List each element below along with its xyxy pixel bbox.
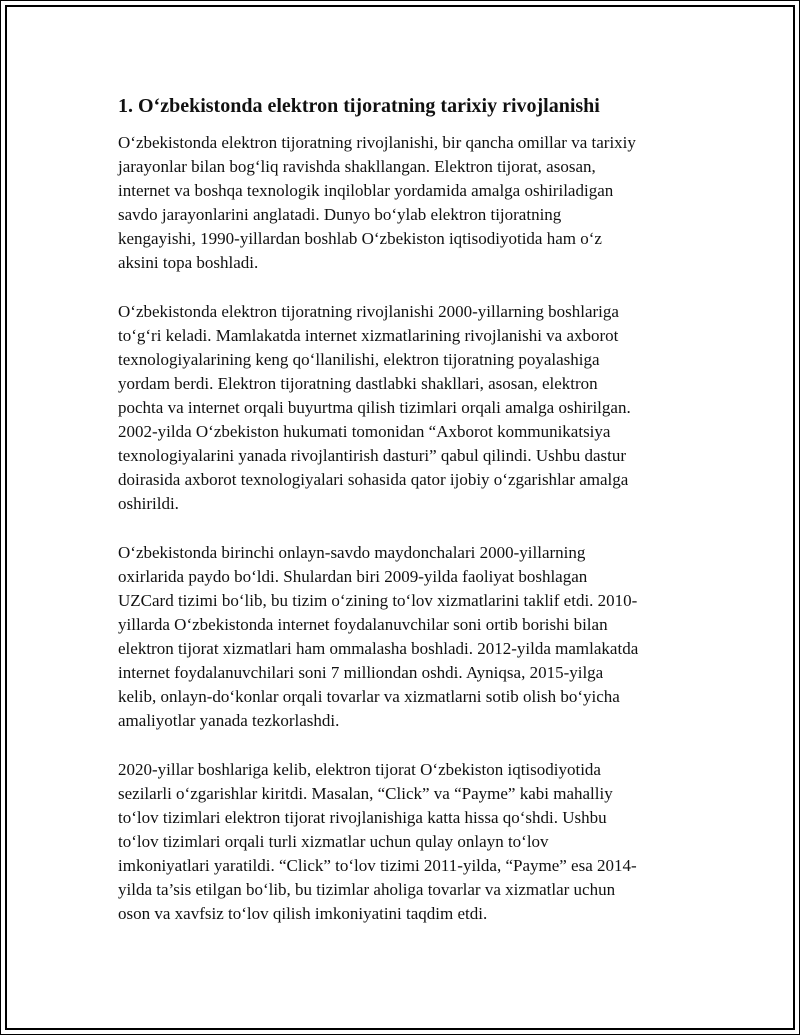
text-line: jarayonlar bilan bog‘liq ravishda shakllangan. Elektron tijorat, asosan,: [118, 157, 596, 176]
text-line: 2002-yilda O‘zbekiston hukumati tomonidan “Axborot kommunikatsiya: [118, 422, 611, 441]
text-line: O‘zbekistonda birinchi onlayn-savdo maydonchalari 2000-yillarning: [118, 543, 586, 562]
text-line: kengayishi, 1990-yillardan boshlab O‘zbekiston iqtisodiyotida ham o‘z: [118, 229, 602, 248]
paragraph-2: [118, 300, 688, 516]
text-line: yilda ta’sis etilgan bo‘lib, bu tizimlar aholiga tovarlar va xizmatlar uchun: [118, 880, 616, 899]
section-heading: 1. O‘zbekistonda elektron tijoratning tarixiy rivojlanishi: [118, 95, 600, 117]
text-line: internet va boshqa texnologik inqiloblar yordamida amalga oshiriladigan: [118, 181, 614, 200]
text-line: elektron tijorat xizmatlari ham ommalasha boshladi. 2012-yilda mamlakatda: [118, 639, 639, 658]
paragraph-1: [118, 131, 688, 275]
paragraph-3: [118, 541, 688, 733]
text-line: sezilarli o‘zgarishlar kiritdi. Masalan, “Click” va “Payme” kabi mahalliy: [118, 784, 613, 803]
text-line: UZCard tizimi bo‘lib, bu tizim o‘zining to‘lov xizmatlarini taklif etdi. 2010-: [118, 591, 638, 610]
text-line: oxirlarida paydo bo‘ldi. Shulardan biri 2009-yilda faoliyat boshlagan: [118, 567, 588, 586]
text-line: 2020-yillar boshlariga kelib, elektron tijorat O‘zbekiston iqtisodiyotida: [118, 760, 601, 779]
text-line: internet foydalanuvchilari soni 7 milliondan oshdi. Ayniqsa, 2015-yilga: [118, 663, 604, 682]
text-line: kelib, onlayn-do‘konlar orqali tovarlar va xizmatlarni sotib olish bo‘yicha: [118, 687, 620, 706]
text-line: doirasida axborot texnologiyalari sohasida qator ijobiy o‘zgarishlar amalga: [118, 470, 629, 489]
text-line: to‘lov tizimlari elektron tijorat rivojlanishiga katta hissa qo‘shdi. Ushbu: [118, 808, 607, 827]
text-line: oson va xavfsiz to‘lov qilish imkoniyatini taqdim etdi.: [118, 904, 488, 923]
paragraph-4: [118, 758, 688, 926]
text-line: O‘zbekistonda elektron tijoratning rivojlanishi 2000-yillarning boshlariga: [118, 302, 619, 321]
text-line: aksini topa boshladi.: [118, 253, 259, 272]
text-line: imkoniyatlari yaratildi. “Click” to‘lov tizimi 2011-yilda, “Payme” esa 2014-: [118, 856, 637, 875]
text-line: texnologiyalarini yanada rivojlantirish dasturi” qabul qilindi. Ushbu dastur: [118, 446, 627, 465]
text-line: savdo jarayonlarini anglatadi. Dunyo bo‘ylab elektron tijoratning: [118, 205, 562, 224]
text-line: yillarda O‘zbekistonda internet foydalanuvchilar soni ortib borishi bilan: [118, 615, 608, 634]
text-line: O‘zbekistonda elektron tijoratning rivojlanishi, bir qancha omillar va tarixiy: [118, 133, 636, 152]
text-line: oshirildi.: [118, 494, 179, 513]
text-line: amaliyotlar yanada tezkorlashdi.: [118, 711, 340, 730]
text-line: to‘g‘ri keladi. Mamlakatda internet xizmatlarining rivojlanishi va axborot: [118, 326, 619, 345]
text-line: yordam berdi. Elektron tijoratning dastlabki shakllari, asosan, elektron: [118, 374, 598, 393]
document-body: [118, 93, 688, 951]
text-line: pochta va internet orqali buyurtma qilish tizimlari orqali amalga oshirilgan.: [118, 398, 631, 417]
text-line: to‘lov tizimlari orqali turli xizmatlar uchun qulay onlayn to‘lov: [118, 832, 549, 851]
text-line: texnologiyalarining keng qo‘llanilishi, elektron tijoratning poyalashiga: [118, 350, 600, 369]
